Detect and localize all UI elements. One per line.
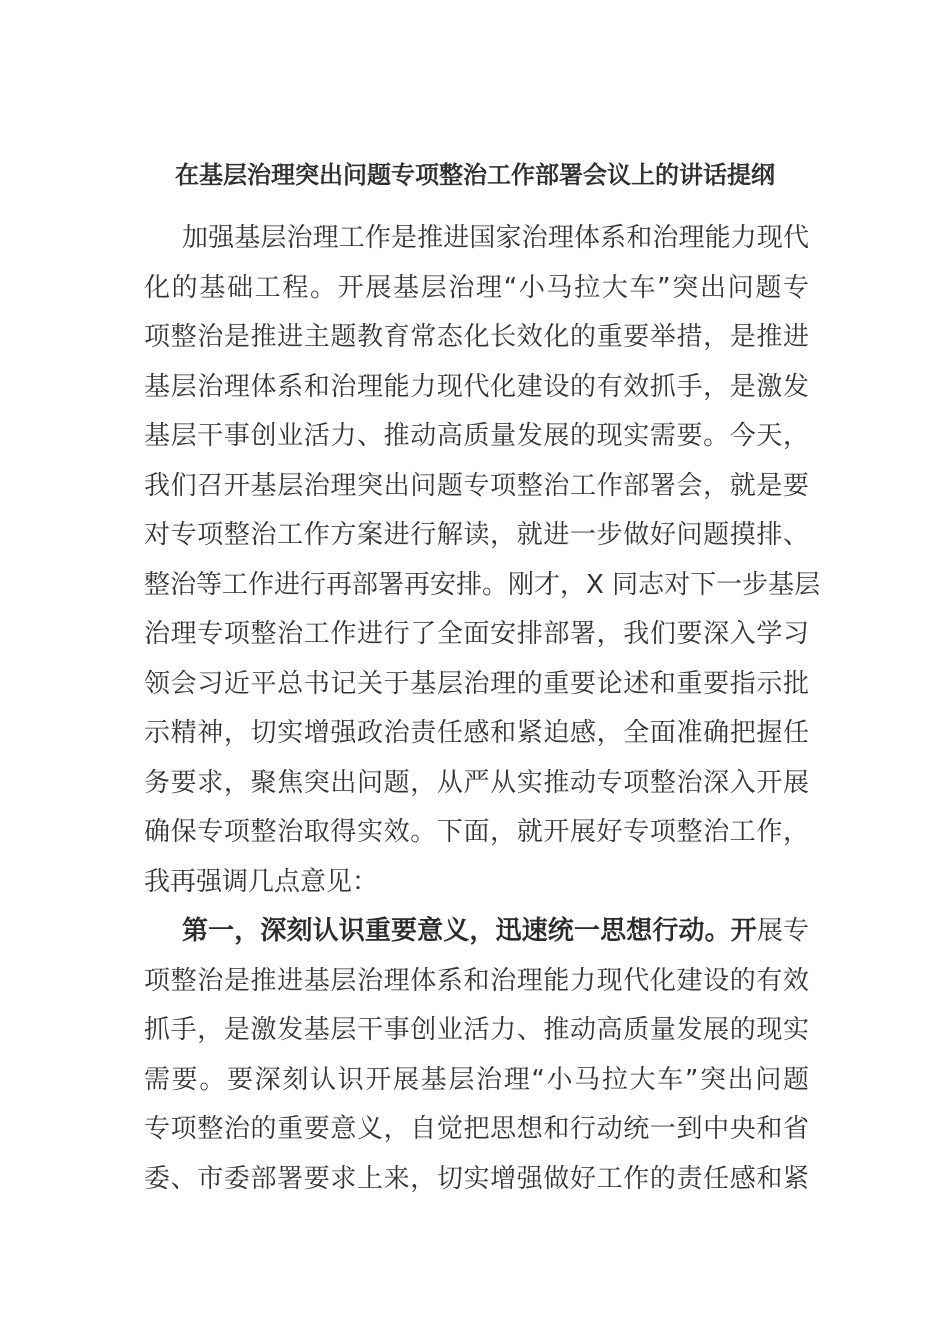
- paragraph-line: 基层治理体系和治理能力现代化建设的有效抓手，是激发: [144, 371, 809, 402]
- section-heading-continuation: 展专: [756, 916, 809, 946]
- paragraph-line: 委、市委部署要求上来，切实增强做好工作的责任感和紧: [144, 1163, 809, 1194]
- paragraph-line: 加强基层治理工作是推进国家治理体系和治理能力现代: [182, 223, 809, 253]
- paragraph-line: 基层干事创业活力、推动高质量发展的现实需要。今天，: [144, 421, 809, 451]
- document-body: [144, 214, 821, 1204]
- paragraph-line: 确保专项整治取得实效。下面，就开展好专项整治工作，: [144, 817, 809, 847]
- section-heading-line: [144, 907, 809, 957]
- paragraph-line: 整治等工作进行再部署再安排。刚才，X 同志对下一步基层: [144, 569, 821, 600]
- paragraph-line: 我们召开基层治理突出问题专项整治工作部署会，就是要: [144, 470, 809, 501]
- paragraph-line: 示精神，切实增强政治责任感和紧迫感，全面准确把握任: [144, 718, 809, 748]
- paragraph-line: 对专项整治工作方案进行解读，就进一步做好问题摸排、: [144, 520, 809, 550]
- paragraph-line: 需要。要深刻认识开展基层治理“小马拉大车”突出问题: [144, 1064, 809, 1095]
- paragraph-line: 专项整治的重要意义，自觉把思想和行动统一到中央和省: [144, 1114, 809, 1144]
- paragraph-line: 项整治是推进基层治理体系和治理能力现代化建设的有效: [144, 965, 809, 996]
- paragraph-line: 我再强调几点意见：: [144, 866, 379, 897]
- document-title: 在基层治理突出问题专项整治工作部署会议上的讲话提纲: [175, 161, 775, 189]
- paragraph-line: 治理专项整治工作进行了全面安排部署，我们要深入学习: [144, 619, 809, 649]
- paragraph-line: 化的基础工程。开展基层治理“小马拉大车”突出问题专: [144, 272, 809, 303]
- section-heading: 第一，深刻认识重要意义，迅速统一思想行动。开: [182, 916, 757, 946]
- paragraph-line: 项整治是推进主题教育常态化长效化的重要举措，是推进: [144, 322, 809, 352]
- paragraph-line: 领会习近平总书记关于基层治理的重要论述和重要指示批: [144, 668, 809, 699]
- paragraph-line: 务要求，聚焦突出问题，从严从实推动专项整治深入开展: [144, 767, 809, 798]
- paragraph-line: 抓手，是激发基层干事创业活力、推动高质量发展的现实: [144, 1015, 809, 1045]
